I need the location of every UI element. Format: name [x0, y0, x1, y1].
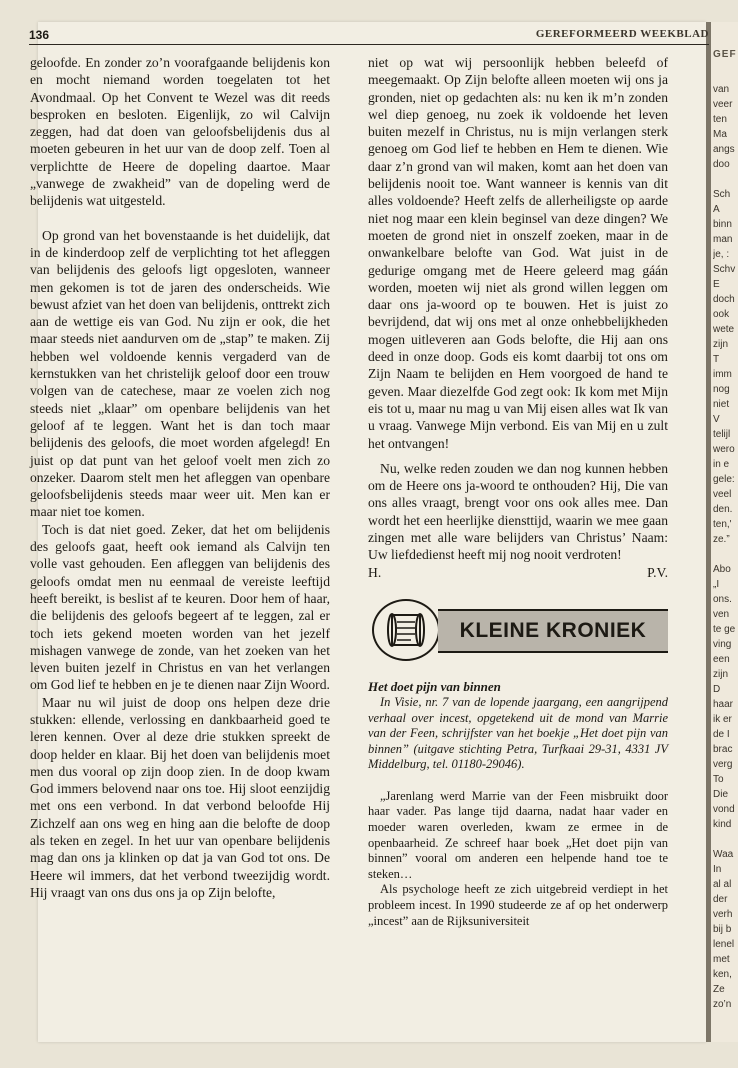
signature [368, 564, 668, 581]
next-page-fragment [713, 547, 738, 562]
signature-author: P.V. [647, 564, 668, 580]
next-page-fragment: Schv [713, 264, 736, 275]
paragraph: Maar nu wil juist de doop ons helpen deze drie stukken: ellende, verlossing en dankbaarheid goed te leren kennen. Over al deze drie stukken spreekt de doop helder en klaar. Bij het doen van belijdenis moet men dus vooral op zijn doop zien. In de doop kwam God immers belovend naar ons toe. Hij sloot eenzijdig met ons een verbond. In dat verbond beloofde Hij Zichzelf aan ons weg en hing aan die belofte de doop als teken en zegel. In het uur van openbare belijdenis mag dan ons ja klinken op dat ja van God tot ons. De Heere wil immers, dat het verbond tweezijdig wordt. Hij vraagt van ons dus ons ja op Zijn belofte, [30, 694, 330, 900]
article-title: Het doet pijn van binnen [368, 678, 501, 694]
next-page-fragment: te ge [713, 624, 736, 635]
next-page-fragment: zijn [713, 339, 729, 350]
next-page-fragment: wero [713, 444, 735, 455]
next-page-fragment: ook [713, 309, 730, 320]
next-page-fragment: der [713, 894, 728, 905]
next-page-fragment: met [713, 954, 730, 965]
next-page-fragment: verh [713, 909, 733, 920]
next-page-fragment: nog [713, 384, 730, 395]
paragraph: niet op wat wij persoonlijk hebben beleefd of meegemaakt. Op Zijn belofte alleen moeten wij ons ja gronden, niet op gedachten als: nu ken ik m’n zonden wel diep genoeg, nu zoek ik voldoende het leven buiten mezelf in Christus, nu is mijn verlangen sterk genoeg om God lief te hebben en Hem te dienen. Wie daar z’n grond van wil maken, komt aan het doen van belijdenis nooit toe. Want wanneer is kennis van dit alles voldoende? Heeft zelfs de allerheiligste op aarde niet nog maar een klein beginsel van deze dingen? We moeten de grond niet in onszelf zoeken, maar in de onwankelbare belofte van God. Wat juist in de gedurige omgang met de Heere geleerd mag gáán worden, moeten wij niet als grond willen leggen om daar ons ja-woord op te bouwen. Het is juist zo bevrijdend, dat wij ons met al onze onhebbelijkheden mogen uitleveren aan Gods belofte, die Hij aan ons deed in onze doop. Gods eis komt daarbij tot ons om Zijn Naam te belijden en Hem voorgoed de hand te geven. Maar diezelfde God zegt ook: Ik kom met Mijn eis tot u, maar nu mag u van Mij eisen alles wat Ik van u vraag. Vanwege Mijn verbond. Eis van Mij en u zult het ontvangen! [368, 55, 668, 451]
next-page-fragment: A [713, 204, 720, 215]
next-page-fragment: de I [713, 729, 730, 740]
next-page-fragment: D [713, 684, 721, 695]
page-number: 136 [29, 28, 50, 42]
next-page-fragment: ven [713, 609, 730, 620]
next-page-fragment: bij b [713, 924, 732, 935]
next-page-fragment: man [713, 234, 733, 245]
next-page-fragment: In [713, 864, 722, 875]
next-page-fragment: een [713, 654, 730, 665]
next-page-fragment: in e [713, 459, 730, 470]
next-page-fragment: veer [713, 99, 733, 110]
next-page-strip [706, 22, 738, 1042]
next-page-fragment: veel [713, 489, 732, 500]
next-page-fragment: ons. [713, 594, 732, 605]
page-header [29, 28, 709, 45]
kleine-kroniek-banner [368, 599, 668, 659]
next-page-fragment: telijl [713, 429, 731, 440]
paragraph: Nu, welke reden zouden we dan nog kunnen hebben om de Heere ons ja-woord te onthouden? Hij, Die van ons alles vraagt, brengt voor ons ook alles mee. Dan wordt het een heerlijke diensttijd, waarin we mee gaan zingen met alle ware belijders van Christus’ Naam: Uw liefdedienst heeft mij nog nooit verdroten! [368, 460, 668, 563]
paragraph: Op grond van het bovenstaande is het duidelijk, dat in de kinderdoop zelf de verplichting tot het afleggen van belijdenis des geloofs ligt opgesloten, wanneer men gekomen is tot de jaren des onderscheids. Wie bewust afziet van het doen van belijdenis, onttrekt zich aan de wettige eis van God. Nu zijn er ook, die het maar steeds niet aandurven om de „stap” te maken. Zij hebben wel voldoende kennis vergaderd van de kernstukken van het christelijk geloof door een trouw volgen van de catechese, maar ze voelen zich nog steeds niet „klaar” om openbare belijdenis van het geloof af te leggen. Want het is dan toch maar belijdenis des geloofs, die moet worden afgelegd! En juist op dat punt van het geloof voelt men zich zo onzeker. Daarom stelt men het afleggen van openbare geloofsbelijdenis steeds maar weer uit. Men kan er maar niet toe komen. [30, 227, 330, 520]
next-page-text-fragments [713, 82, 738, 1012]
next-page-fragment: lenel [713, 939, 735, 950]
next-page-fragment: Ma [713, 129, 727, 140]
scroll-icon [372, 599, 440, 661]
article-intro: In Visie, nr. 7 van de lopende jaargang, een aangrijpend verhaal over incest, opgetekend uit de mond van Marrie van der Feen, schrijfster van het boekje „Het doet pijn van binnen” (uitgave stichting Petra, Turfkaai 29-31, 4331 JV Middelburg, tel. 01180-29046). [368, 694, 668, 772]
next-page-fragment: brac [713, 744, 733, 755]
next-page-fragment: binn [713, 219, 732, 230]
next-page-header: GEF [713, 49, 737, 60]
next-page-fragment: wete [713, 324, 735, 335]
next-page-fragment [713, 832, 738, 847]
next-page-fragment: Die [713, 789, 729, 800]
next-page-fragment: doch [713, 294, 735, 305]
section-title: KLEINE KRONIEK [438, 609, 668, 653]
next-page-fragment: gele: [713, 474, 735, 485]
next-page-fragment: zijn [713, 669, 729, 680]
next-page-fragment: den. [713, 504, 733, 515]
next-page-fragment: „I [713, 579, 720, 590]
next-page-fragment: Waa [713, 849, 734, 860]
next-page-fragment: ken, [713, 969, 732, 980]
next-page-fragment: van [713, 84, 730, 95]
journal-title: GEREFORMEERD WEEKBLAD [535, 28, 709, 40]
next-page-fragment: Abo [713, 564, 731, 575]
next-page-fragment: vond [713, 804, 735, 815]
next-page-fragment: ten [713, 114, 727, 125]
next-page-fragment: ik er [713, 714, 732, 725]
next-page-fragment: al al [713, 879, 732, 890]
article-quote: „Jarenlang werd Marrie van der Feen misbruikt door haar vader. Pas lange tijd daarna, nadat haar vader en moeder waren overleden, kwam ze ermee in de openbaarheid. Ze schreef haar boek „Het doet pijn van binnen” vooral om anderen een helpende hand toe te steken… [368, 788, 668, 881]
next-page-fragment: Ze [713, 984, 725, 995]
next-page-fragment: V [713, 414, 720, 425]
next-page-fragment [713, 172, 738, 187]
next-page-fragment: ving [713, 639, 732, 650]
next-page-fragment: ten,' [713, 519, 732, 530]
next-page-fragment: zo’n [713, 999, 732, 1010]
next-page-fragment: niet [713, 399, 730, 410]
right-column [368, 54, 668, 929]
next-page-fragment: je, : [713, 249, 730, 260]
next-page-fragment: T [713, 354, 720, 365]
next-page-fragment: doo [713, 159, 730, 170]
next-page-fragment: Sch [713, 189, 731, 200]
article-quote: Als psychologe heeft ze zich uitgebreid verdiept in het probleem incest. In 1990 studeerde ze af op het onderwerp „incest” aan de Rijksuniversiteit [368, 882, 668, 928]
next-page-fragment: verg [713, 759, 733, 770]
next-page-fragment: haar [713, 699, 734, 710]
paragraph: geloofde. En zonder zo’n voorafgaande belijdenis kon en mocht niemand worden toegelaten tot het Avondmaal. Op het Convent te Wezel was dit reeds besproken en besloten. Eigenlijk, zo wil Calvijn zeggen, had dat doen van geloofsbelijdenis dus al moeten gebeuren in het uur van de doop zelf. Toen al verplichtte de Heere de dopeling daartoe. Maar „vanwege de zwakheid” van de dopeling werd de belijdenis wat uitgesteld. [30, 55, 330, 209]
left-column [30, 54, 330, 901]
next-page-fragment: angs [713, 144, 735, 155]
next-page-fragment: To [713, 774, 724, 785]
next-page-fragment: E [713, 279, 720, 290]
paragraph: Toch is dat niet goed. Zeker, dat het om belijdenis des geloofs gaat, heeft ook iemand als Calvijn ten volle vast gehouden. Een afleggen van belijdenis des geloofs omdat men nu eenmaal de vereiste leeftijd heeft bereikt, is beslist af te keuren. Door hem of haar, die belijdenis des geloofs begeert af te leggen, zal er toch iets gekend moeten worden van het jezelf mishagen vanwege de zonde, van het zoeken van het leven buiten jezelf in Christus en van het verlangen om God lief te hebben en je te dienen naar Zijn Woord. [30, 521, 330, 693]
signature-initial: H. [368, 564, 382, 580]
next-page-fragment: kind [713, 819, 732, 830]
next-page-fragment: imm [713, 369, 732, 380]
next-page-fragment: ze.” [713, 534, 730, 545]
